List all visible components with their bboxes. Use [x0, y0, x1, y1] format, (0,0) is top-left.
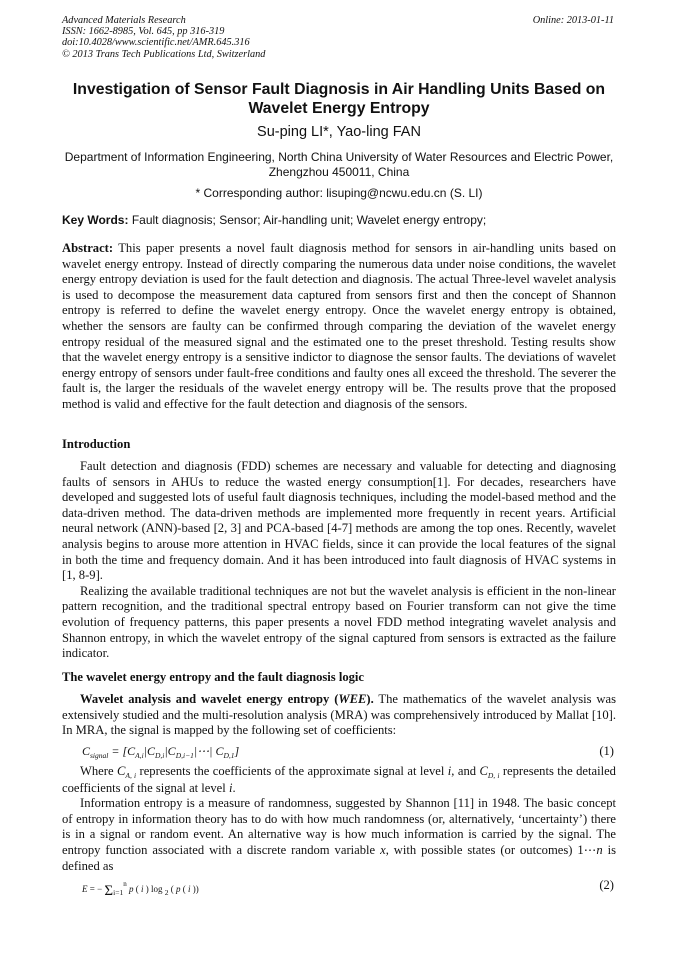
corresponding-author: * Corresponding author: lisuping@ncwu.edu.cn (S. LI) — [195, 186, 483, 200]
paper-title: Investigation of Sensor Fault Diagnosis in Air Handling Units Based on Wavelet Energy Entropy — [72, 81, 606, 117]
section2-paragraph-3: Information entropy is a measure of randomness, suggested by Shannon [11] in 1948. The basic concept of entropy in information theory has to do with how much randomness (or, alternatively, ‘uncertainty’) there is in a signal or random event. An alternative way is how much information is carried by the signal. The entropy function associated with a discrete random variable x, with possible states (or outcomes) 1⋯n is defined as — [62, 796, 616, 873]
lead-end: ). — [366, 692, 374, 706]
keywords-text: Fault diagnosis; Sensor; Air-handling unit; Wavelet energy entropy; — [131, 213, 487, 227]
abstract — [62, 241, 616, 413]
intro-paragraph-1: Fault detection and diagnosis (FDD) schemes are necessary and valuable for detecting and diagnosing faults of sensors in AHUs to reduce the wasted energy consumption[1]. For decades, researchers have developed and suggested lots of useful fault diagnosis techniques, including the model-based method and the data-driven method. The data-driven methods are implemented more frequently in recent years. Artificial neural network (ANN)-based [2, 3] and PCA-based [4-7] methods are among the top ones. Recently, wavelet analysis begins to arouse more attention in HVAC fields, since it can provide the local features of the signal in both the time and frequency domain. And it has been introduced into fault diagnosis of HVAC systems in [1, 8-9]. — [62, 459, 616, 583]
section2-paragraph-1 — [62, 692, 616, 739]
authors: Su-ping LI*, Yao-ling FAN — [257, 124, 421, 140]
introduction-heading: Introduction — [62, 437, 131, 451]
online-date: Online: 2013-01-11 — [532, 15, 614, 26]
equation-2-formula: E = − $\Sigma_{i=1}^n$ p ( i ) log $_2$ ( p ( i )) — [82, 880, 199, 899]
affiliation: Department of Information Engineering, North China University of Water Resources and Electric Power, Zhengzhou 450011, China — [64, 150, 614, 179]
issn: ISSN: 1662-8985, Vol. 645, pp 316-319 — [62, 26, 225, 38]
abstract-text: This paper presents a novel fault diagnosis method for sensors in air-handling units based on wavelet energy entropy. Instead of directly comparing the numerous data under noise conditions, the wavelet energy entropy deviation is used for the fault detection and diagnosis. The actual Three-level wavelet analysis is used to decompose the measurement data captured from sensors first and then the concept of Shannon entropy is referred to define the wavelet energy entropy. Once the wavelet energy entropy is obtained, whether the sensors are faulty can be confirmed through comparing the deviation of the wavelet energy entropy residual of the measured signal and the estimated one to the preset threshold. Testing results show that the wavelet energy entropy is a sensitive indictor to diagnose the sensor faults. The deviations of wavelet energy entropy of sensors under fault-free conditions and faulty ones all exceed the threshold. The severer the fault is, the larger the residuals of the wavelet energy entropy will be. The results prove that the proposed method is valid and effective for the fault detection and diagnosis of the sensors. — [62, 241, 616, 411]
journal-name: Advanced Materials Research — [62, 15, 186, 26]
keywords — [62, 213, 616, 227]
equation-2-number: (2) — [599, 878, 614, 892]
section2-p1-text: The mathematics of the wavelet analysis was extensively studied and the multi-resolution analysis (MRA) was comprehensively introduced by Mallat [10]. In MRA, the signal is mapped by the following set of coefficients: — [62, 692, 617, 738]
equation-1-formula: $C_{signal}$ = [$C_{A,i}|C_{D,i}|C_{D,i-1}|\cdots|$ $C_{D,1}$] — [82, 744, 240, 760]
lead-bold: Wavelet analysis and wavelet energy entropy ( — [80, 692, 339, 706]
equation-1-number: (1) — [599, 744, 614, 758]
section2-body — [62, 692, 616, 739]
intro-paragraph-2: Realizing the available traditional techniques are not but the wavelet analysis is efficient in the non-linear pattern recognition, and the traditional spectral entropy based on Fourier transform can not give the time evolution of frequency patterns, this paper presents a novel FDD method integrating wavelet analysis and Shannon entropy, in which the wavelet entropy of the signal captured from sensors is extracted as the failure indicator. — [62, 583, 616, 661]
journal-header — [62, 15, 265, 60]
copyright: © 2013 Trans Tech Publications Ltd, Switzerland — [62, 48, 266, 60]
lead-italic: WEE — [338, 692, 367, 706]
introduction-body — [62, 459, 616, 662]
abstract-label: Abstract: — [62, 241, 114, 255]
section2-continued — [62, 764, 616, 874]
section2-paragraph-2: Where $C_{A, i}$ represents the coefficients of the approximate signal at level i, and $C_{D, i}$ represents the detailed coefficients of the signal at level i. — [62, 764, 616, 795]
doi: doi:10.4028/www.scientific.net/AMR.645.316 — [62, 37, 250, 49]
keywords-label: Key Words: — [62, 213, 129, 227]
section2-heading: The wavelet energy entropy and the fault diagnosis logic — [62, 670, 365, 684]
